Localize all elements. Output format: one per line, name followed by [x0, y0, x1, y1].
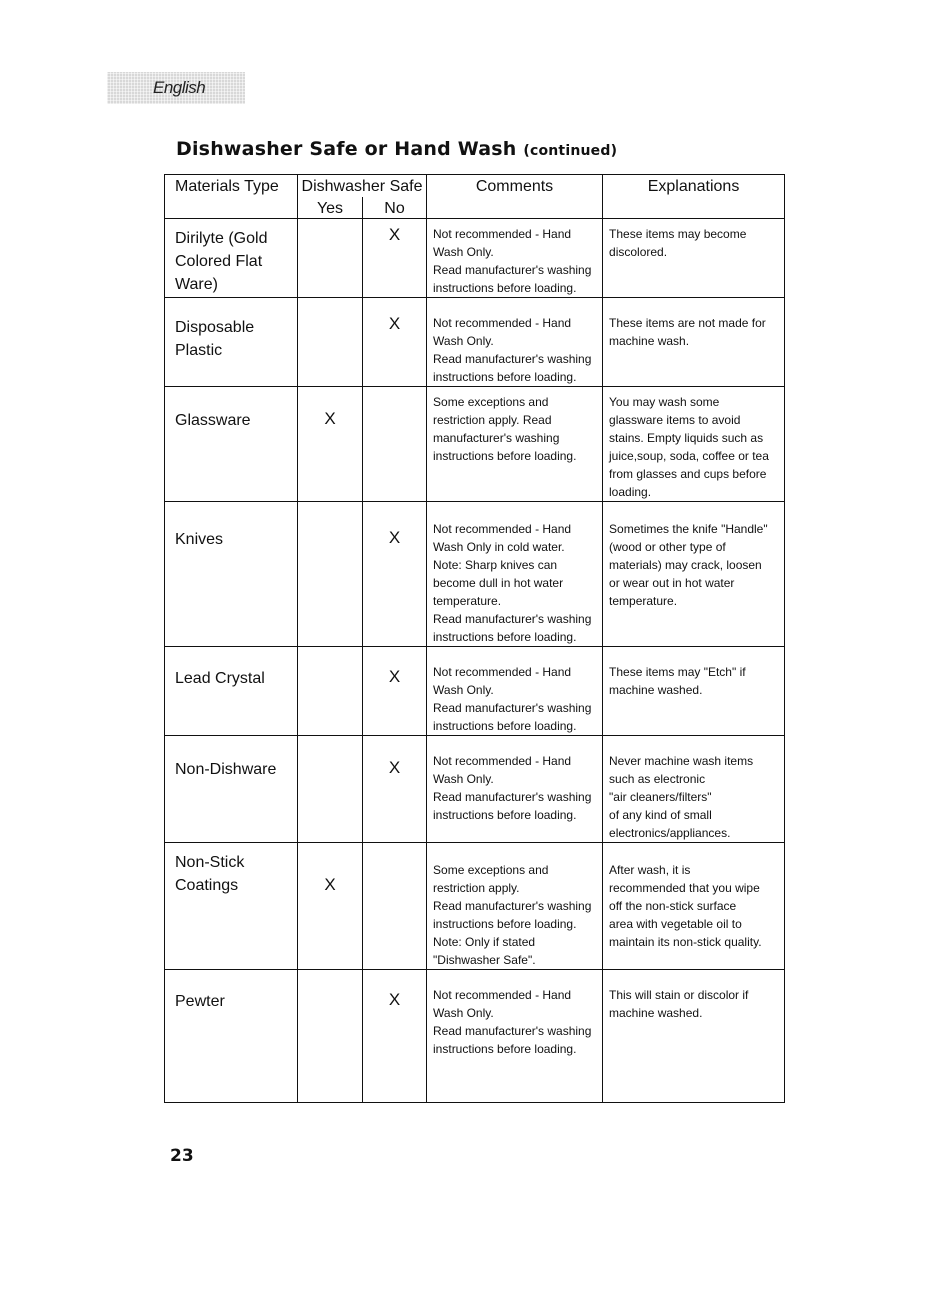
yes-cell — [298, 298, 363, 387]
table-row — [165, 387, 785, 502]
header-yes: Yes — [298, 197, 363, 219]
title-text: Dishwasher Safe or Hand Wash — [176, 138, 517, 160]
comments-cell-text: Not recommended - Hand Wash Only in cold water. Note: Sharp knives can become dull in hot water temperature. Read manufacturer's washing instructions before loading. — [433, 522, 592, 644]
yes-cell — [298, 387, 363, 502]
table-row — [165, 219, 785, 298]
no-cell-text: X — [388, 758, 401, 777]
no-cell-text — [363, 387, 426, 409]
yes-cell-text — [298, 219, 362, 225]
yes-cell — [298, 219, 363, 298]
no-cell-text: X — [388, 667, 401, 686]
comments-cell-text: Not recommended - Hand Wash Only. Read manufacturer's washing instructions before loading. — [433, 227, 592, 295]
explanations-cell — [603, 387, 785, 502]
material-cell — [165, 970, 298, 1103]
explanations-cell-text: These items may "Etch" if machine washed. — [609, 665, 746, 697]
comments-cell-text: Some exceptions and restriction apply. Read manufacturer's washing instructions before loading. Note: Only if stated "Dishwasher Safe". — [433, 863, 592, 967]
table-row — [165, 502, 785, 647]
yes-cell-text — [298, 502, 362, 528]
comments-cell — [427, 502, 603, 647]
page-title — [176, 138, 617, 160]
no-cell — [363, 502, 427, 647]
material-cell-text: Pewter — [175, 993, 225, 1010]
yes-cell-text: X — [324, 409, 336, 428]
yes-cell-text — [298, 970, 362, 990]
yes-cell — [298, 843, 363, 970]
no-cell — [363, 970, 427, 1103]
comments-cell — [427, 219, 603, 298]
yes-cell — [298, 736, 363, 843]
comments-cell-text: Some exceptions and restriction apply. Read manufacturer's washing instructions before loading. — [433, 395, 577, 463]
comments-cell — [427, 298, 603, 387]
page-number: 23 — [170, 1146, 194, 1166]
comments-cell-text: Not recommended - Hand Wash Only. Read manufacturer's washing instructions before loading. — [433, 665, 592, 733]
material-cell — [165, 387, 298, 502]
comments-cell-text: Not recommended - Hand Wash Only. Read manufacturer's washing instructions before loading. — [433, 988, 592, 1056]
table-row — [165, 843, 785, 970]
no-cell-text — [363, 843, 426, 875]
language-tab: English — [107, 72, 245, 104]
explanations-cell-text: This will stain or discolor if machine washed. — [609, 988, 749, 1020]
comments-cell — [427, 736, 603, 843]
explanations-cell-text: These items may become discolored. — [609, 227, 747, 259]
no-cell — [363, 298, 427, 387]
title-suffix: (continued) — [523, 143, 618, 159]
material-cell-text: Non-Stick Coatings — [175, 854, 245, 894]
material-cell — [165, 219, 298, 298]
material-cell-text: Dirilyte (Gold Colored Flat Ware) — [175, 230, 268, 293]
yes-cell-text — [298, 647, 362, 667]
comments-cell — [427, 647, 603, 736]
material-cell — [165, 647, 298, 736]
explanations-cell — [603, 219, 785, 298]
header-row — [165, 175, 785, 197]
explanations-cell — [603, 298, 785, 387]
no-cell — [363, 736, 427, 843]
yes-cell-text: X — [324, 875, 336, 894]
no-cell — [363, 219, 427, 298]
no-cell-text: X — [388, 314, 401, 333]
no-cell-text: X — [388, 225, 401, 244]
material-cell-text: Glassware — [175, 412, 251, 429]
explanations-cell — [603, 647, 785, 736]
explanations-cell — [603, 970, 785, 1103]
explanations-cell — [603, 502, 785, 647]
explanations-cell-text: These items are not made for machine wash. — [609, 316, 766, 348]
material-cell — [165, 736, 298, 843]
table-row — [165, 647, 785, 736]
material-cell — [165, 843, 298, 970]
explanations-cell-text: Never machine wash items such as electronic "air cleaners/filters" of any kind of small electronics/appliances. — [609, 754, 754, 840]
yes-cell — [298, 502, 363, 647]
yes-cell-text — [298, 298, 362, 314]
table-row — [165, 298, 785, 387]
comments-cell-text: Not recommended - Hand Wash Only. Read manufacturer's washing instructions before loading. — [433, 316, 592, 384]
yes-cell-text — [298, 736, 362, 758]
explanations-cell-text: After wash, it is recommended that you wipe off the non-stick surface area with vegetable oil to maintain its non-stick quality. — [609, 863, 762, 949]
explanations-cell-text: You may wash some glassware items to avoid stains. Empty liquids such as juice,soup, soda, coffee or tea from glasses and cups before loading. — [609, 395, 769, 499]
comments-cell — [427, 843, 603, 970]
explanations-cell — [603, 736, 785, 843]
table-row — [165, 736, 785, 843]
comments-cell — [427, 387, 603, 502]
explanations-cell-text: Sometimes the knife "Handle" (wood or other type of materials) may crack, loosen or wear out in hot water temperature. — [609, 522, 768, 608]
material-cell — [165, 298, 298, 387]
header-materials-type: Materials Type — [165, 175, 298, 219]
header-explanations: Explanations — [603, 175, 785, 219]
material-cell-text: Non-Dishware — [175, 761, 277, 778]
no-cell — [363, 843, 427, 970]
material-cell — [165, 502, 298, 647]
material-cell-text: Lead Crystal — [175, 670, 265, 687]
header-dishwasher-safe: Dishwasher Safe — [298, 175, 427, 197]
comments-cell — [427, 970, 603, 1103]
comments-cell-text: Not recommended - Hand Wash Only. Read manufacturer's washing instructions before loading. — [433, 754, 592, 822]
table-row — [165, 970, 785, 1103]
no-cell — [363, 647, 427, 736]
no-cell-text: X — [388, 528, 401, 547]
no-cell — [363, 387, 427, 502]
no-cell-text: X — [388, 990, 401, 1009]
header-comments: Comments — [427, 175, 603, 219]
yes-cell — [298, 647, 363, 736]
header-no: No — [363, 197, 427, 219]
material-cell-text: Disposable Plastic — [175, 319, 255, 359]
material-cell-text: Knives — [175, 531, 224, 548]
materials-table — [164, 174, 785, 1103]
yes-cell — [298, 970, 363, 1103]
explanations-cell — [603, 843, 785, 970]
